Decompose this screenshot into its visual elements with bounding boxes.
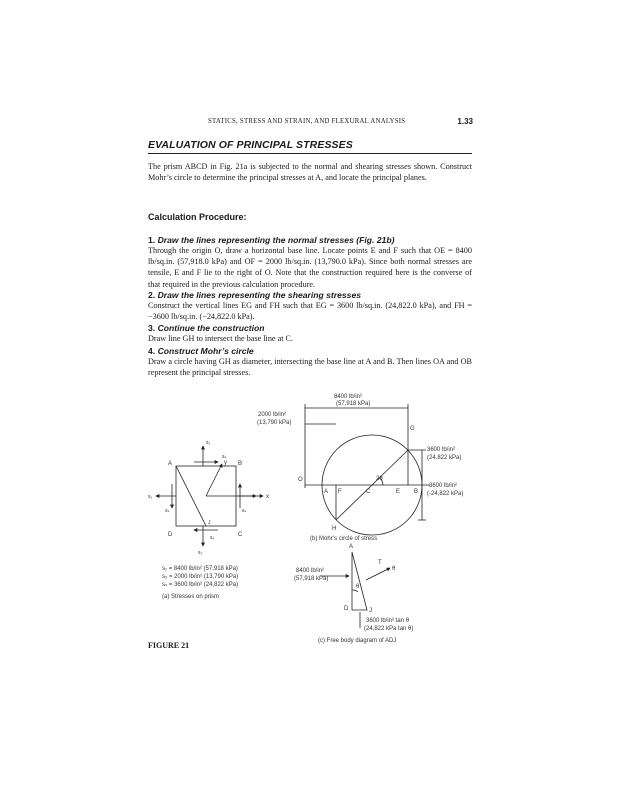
s2-label-bottom: s₂ <box>198 550 203 556</box>
right-upper-value: 3600 lb/in² <box>427 447 456 453</box>
legend-s1: s₁ = 8400 lb/in² (57,918 kPa) <box>162 566 238 572</box>
tension-label: T <box>378 560 382 566</box>
step-3-title: Continue the construction <box>157 323 265 333</box>
ss-label-top: sₛ <box>222 454 227 460</box>
legend-ss: sₛ = 3600 lb/in² (24,822 kPa) <box>162 582 239 588</box>
point-f-label: F <box>338 489 342 495</box>
theta-label-inner: θ <box>356 584 360 590</box>
ss-label-left: sₛ <box>165 508 170 514</box>
step-2-heading <box>148 290 361 300</box>
theta-arc <box>352 590 358 592</box>
ss-label-right: sₛ <box>242 508 247 514</box>
running-title: STATICS, STRESS AND STRAIN, AND FLEXURAL ANALYSIS <box>208 118 406 125</box>
step-1-title: Draw the lines representing the normal stresses (Fig. 21b) <box>157 235 395 245</box>
point-j-c-label: J <box>369 608 372 614</box>
left-force-kpa: (57,918 kPa) <box>294 576 329 582</box>
point-e-label: E <box>396 489 401 495</box>
step-3-heading <box>148 323 265 333</box>
right-lower-kpa: (-24,822 kPa) <box>427 491 464 497</box>
tension-arrow <box>366 568 390 580</box>
y-axis-label: y <box>224 460 227 466</box>
point-b-label: B <box>414 489 419 495</box>
step-2-body: Construct the vertical lines EG and FH such that EG = 3600 lb/sq.in. (24,822.0 kPa), and FH = −3600 lb/sq.in. (−24,822.0 kPa). <box>148 301 472 322</box>
point-a-c-label: A <box>349 544 354 550</box>
procedure-heading: Calculation Procedure: <box>148 212 247 222</box>
section-title: EVALUATION OF PRINCIPAL STRESSES <box>148 139 353 151</box>
top-dimension-value: 8400 lb/in² <box>334 394 363 400</box>
left-dimension-value: 2000 lb/in² <box>258 412 287 418</box>
panel-b-mohr-circle <box>305 404 430 535</box>
point-g-label: G <box>410 426 415 432</box>
step-4-heading <box>148 346 254 356</box>
triangle-adj <box>352 552 367 610</box>
step-4-number: 4. <box>148 346 156 356</box>
point-h-label: H <box>332 526 337 532</box>
panel-a-caption: (a) Stresses on prism <box>162 594 220 600</box>
point-c-label: C <box>366 489 371 495</box>
corner-c-label: C <box>238 532 243 538</box>
y-axis-arrow <box>206 464 222 496</box>
panel-b-labels <box>257 394 463 542</box>
running-header <box>148 118 473 132</box>
x-axis-label: x <box>266 494 269 500</box>
step-4-body: Draw a circle having GH as diameter, intersecting the base line at A and B. Then lines OA and OB represent the principal stresses. <box>148 357 472 378</box>
step-3-body: Draw line GH to intersect the base line at C. <box>148 334 294 343</box>
title-rule <box>148 153 472 154</box>
panel-a-labels <box>148 440 269 600</box>
left-force-value: 8400 lb/in² <box>296 568 325 574</box>
left-dimension-kpa: (13,790 kPa) <box>257 420 292 426</box>
corner-b-label: B <box>238 461 243 467</box>
top-dimension-kpa: (57,918 kPa) <box>336 401 371 407</box>
prism-diagonal-aj <box>176 466 206 526</box>
point-j-label: J <box>208 520 211 526</box>
bottom-force-value: 3600 lb/in² tan θ <box>366 618 410 624</box>
step-1-heading <box>148 235 394 245</box>
intro-paragraph: The prism ABCD in Fig. 21a is subjected to the normal and shearing stresses shown. Construct Mohr’s circle to determine the principal stresses at A, and locate the principal planes. <box>148 162 472 183</box>
theta-label-right: θ <box>392 566 396 572</box>
point-d-c-label: D <box>344 606 349 612</box>
ss-label-bottom: sₛ <box>210 535 215 541</box>
step-1-body: Through the origin O, draw a horizontal base line. Locate points E and F such that OE = 8400 lb/sq.in. (57,918.0 kPa) and OF = 2000 lb/sq.in. (13,790.0 kPa). Since both normal stresses are tensile, E and F lie to the right of O. Note that the construction required here is the converse of that required in the previous calculation procedure. <box>148 246 472 289</box>
page-number: 1.33 <box>457 117 473 126</box>
s2-label-top: s₂ <box>206 440 211 446</box>
right-upper-kpa: (24,822 kPa) <box>427 455 462 461</box>
step-2-title: Draw the lines representing the shearing stresses <box>157 290 362 300</box>
angle-2theta-label: 2θ <box>376 476 383 482</box>
step-4-title: Construct Mohr’s circle <box>157 346 254 356</box>
panel-c-caption: (c) Free body diagram of ADJ <box>318 638 397 644</box>
bottom-force-kpa: (24,822 kPa tan θ) <box>364 626 414 632</box>
corner-a-label: A <box>168 461 173 467</box>
right-lower-value: -3600 lb/in² <box>427 483 458 489</box>
figure-label: FIGURE 21 <box>148 641 190 650</box>
panel-b-caption: (b) Mohr’s circle of stress <box>310 536 378 542</box>
step-3-number: 3. <box>148 323 156 333</box>
step-2-number: 2. <box>148 290 156 300</box>
s1-label-left: s₁ <box>148 494 153 500</box>
figure-21-drawing <box>140 384 480 644</box>
panel-a-prism <box>156 446 263 546</box>
step-1-number: 1. <box>148 235 156 245</box>
point-a-label: A <box>324 489 329 495</box>
legend-s2: s₂ = 2000 lb/in² (13,790 kPa) <box>162 574 239 580</box>
figure-21 <box>140 384 480 644</box>
point-o-label: O <box>298 477 303 483</box>
corner-d-label: D <box>168 532 173 538</box>
